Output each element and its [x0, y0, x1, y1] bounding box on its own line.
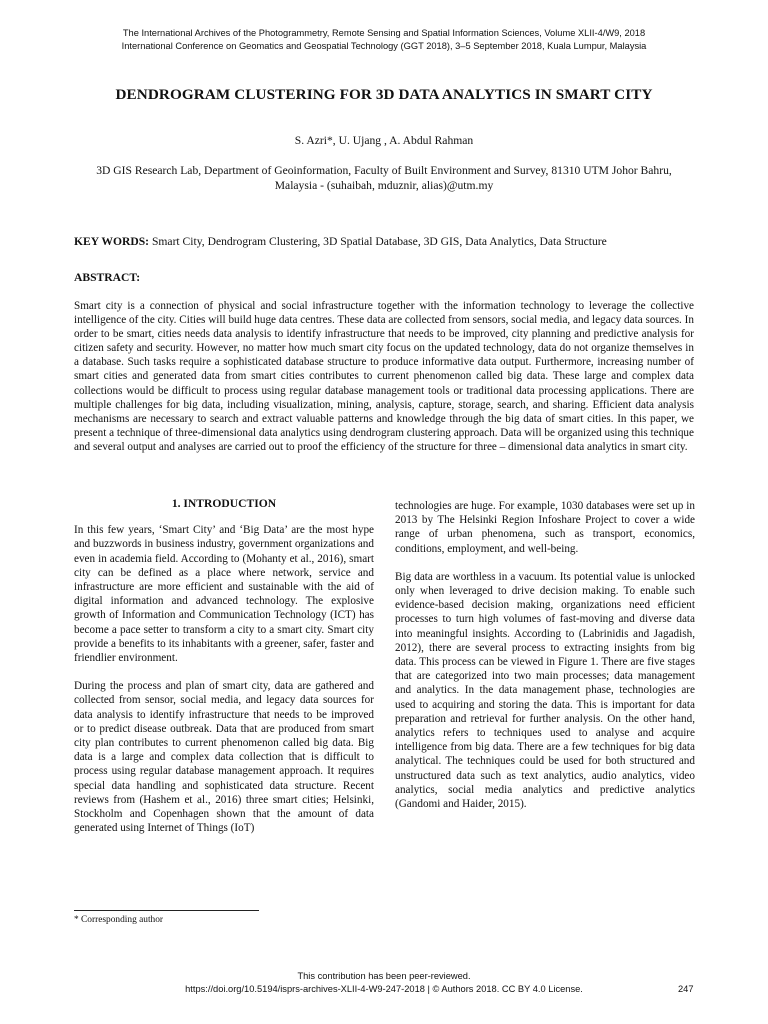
- keywords-text: Smart City, Dendrogram Clustering, 3D Spatial Database, 3D GIS, Data Analytics, Data Structure: [149, 235, 607, 248]
- running-header: [40, 27, 728, 53]
- body-paragraph: During the process and plan of smart city, data are gathered and collected from sensor, social media, and legacy data sources for data analysis to identify infrastructure that needs to be improved or to predict disease outbreak. Data that are produced from smart city plan contributes to current phenomenon called big data. Big data is a large and complex data collection that is difficult to process using regular database management approach. It requires special data handling and sophisticated data structure. Recent reviews from (Hashem et al., 2016) three smart cities; Helsinki, Stockholm and Copenhagen shown that the amount of data generated using Internet of Things (IoT): [74, 680, 374, 835]
- right-column: [395, 499, 695, 825]
- header-line-conference: International Conference on Geomatics and Geospatial Technology (GGT 2018), 3–5 September 2018, Kuala Lumpur, Malaysia: [121, 41, 647, 51]
- abstract-text: Smart city is a connection of physical and social infrastructure together with the information technology to leverage the collective intelligence of the city. Cities will build huge data centres. These data are collected from sensors, social media, and legacy data sources. In order to be smart, cities needs data analysis to identify infrastructure that needs to be improved, city planning and predictive analysis for citizen safety and security. However, no matter how much smart city focus on the updated technology, data do not organize themselves in a database. Such tasks require a sophisticated database structure to produce informative data output. Furthermore, increasing number of smart cities and generated data from smart cities contributes to current phenomenon called big data. These large and complex data collections would be difficult to process using regular database management tools or traditional data processing applications. There are multiple challenges for big data, including visualization, mining, analysis, capture, storage, search, and sharing. Efficient data analysis mechanisms are necessary to search and extract valuable patterns and knowledge through the big data of smart cities. In this paper, we present a technique of three-dimensional data analytics using dendrogram clustering approach. Data will be organized using this technique and several output and analyses are carried out to proof the efficiency of the structure for three – dimensional data analytics in smart city.: [74, 300, 694, 453]
- left-column: [74, 497, 374, 849]
- footnote-divider: [74, 910, 259, 911]
- keywords: [74, 235, 714, 248]
- affiliation: 3D GIS Research Lab, Department of Geoinformation, Faculty of Built Environment and Survey, 81310 UTM Johor Bahru, Malaysia - (suhaibah, mduznir, alias)@utm.my: [96, 164, 672, 192]
- peer-review-note: This contribution has been peer-reviewed.: [297, 971, 471, 981]
- footnote-corresponding-author: * Corresponding author: [74, 915, 164, 925]
- paper-title: DENDROGRAM CLUSTERING FOR 3D DATA ANALYTICS IN SMART CITY: [115, 86, 653, 103]
- page-number: 247: [678, 984, 694, 994]
- body-paragraph: technologies are huge. For example, 1030 databases were set up in 2013 by The Helsinki Region Infoshare Project to cover a wide range of urban phenomena, such as transport, economics, conditions, employment, and well-being.: [395, 500, 695, 555]
- header-line-journal: The International Archives of the Photogrammetry, Remote Sensing and Spatial Information Sciences, Volume XLII-4/W9, 2018: [122, 28, 646, 38]
- keywords-label: KEY WORDS:: [74, 235, 150, 248]
- abstract-heading: ABSTRACT:: [74, 271, 141, 284]
- body-paragraph: Big data are worthless in a vacuum. Its potential value is unlocked only when leveraged to drive decision making. To enable such evidence-based decision making, organizations need efficient processes to turn high volumes of fast-moving and diverse data into meaningful insights. According to (Labrinidis and Jagadish, 2012), there are several process to extracting insights from big data. This process can be viewed in Figure 1. There are five stages that are categorized into two main processes; data management and analytics. In the data management phase, technologies are used to acquiring and storing the data. This is important for data preparation and retrieval for further analysis. On the other hand, analytics refers to techniques used to analyse and acquire intelligence from big data. There are a few techniques for big data analytical. The techniques could be used for both structured and unstructured data such as text analytics, audio analytics, video analytics, social media analytics and predictive analytics (Gandomi and Haider, 2015).: [395, 570, 695, 811]
- body-paragraph: In this few years, ‘Smart City’ and ‘Big Data’ are the most hype and buzzwords in business industry, government organizations and even in academia field. According to (Mohanty et al., 2016), smart city can be defined as a place where network, service and infrastructure are more efficient and sustainable with the aid of digital information and advanced technology. The explosive growth of Information and Communication Technology (ICT) has become a pace setter to transform a city to a smart city. Smart city provide a benefits to its inhabitants with a greener, safer, faster and friendlier environment.: [74, 524, 374, 665]
- author-list: S. Azri*, U. Ujang , A. Abdul Rahman: [294, 134, 474, 147]
- section-heading-introduction: 1. INTRODUCTION: [171, 497, 277, 510]
- doi-license-line: https://doi.org/10.5194/isprs-archives-XLII-4-W9-247-2018 | © Authors 2018. CC BY 4.0 License.: [185, 984, 583, 994]
